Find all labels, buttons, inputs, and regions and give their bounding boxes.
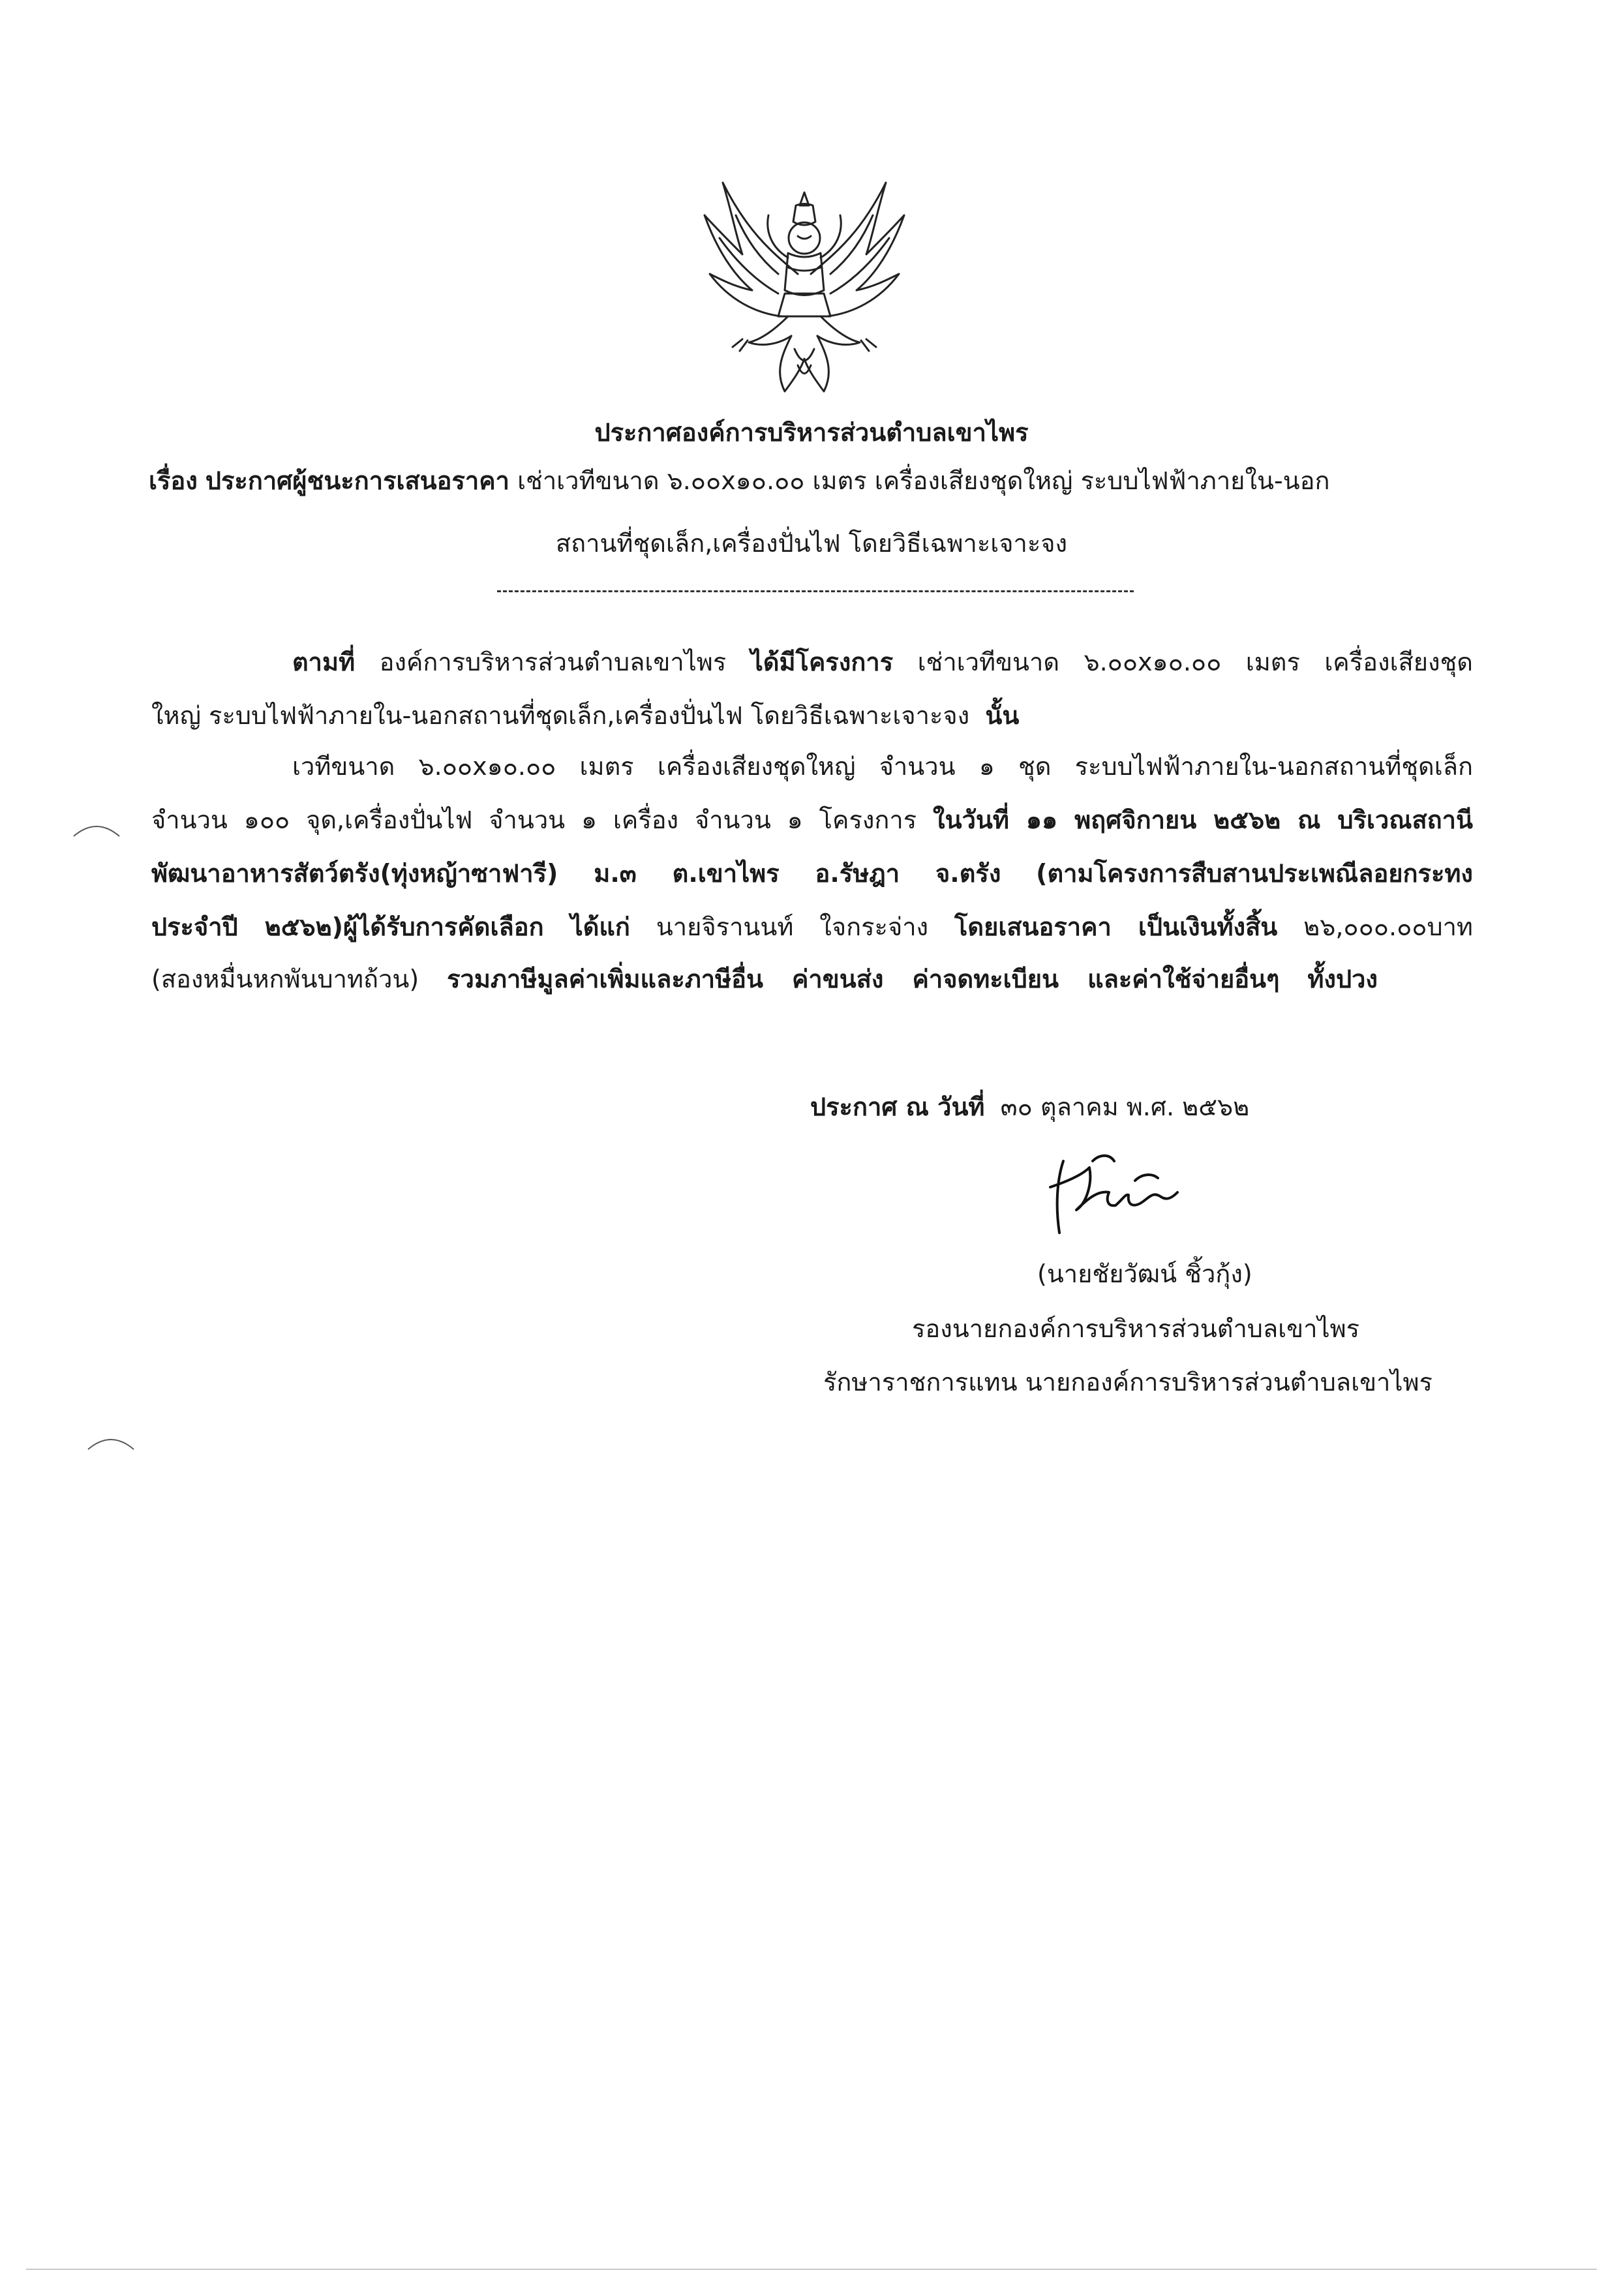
subject-line-2: สถานที่ชุดเล็ก,เครื่องปั่นไฟ โดยวิธีเฉพาะเจาะจง [555,529,1068,558]
paragraph-2-line-4 [151,911,1473,943]
paragraph-2-line-5 [151,963,1378,995]
winner-name: นายจิรานนท์ ใจกระจ่าง [656,913,929,941]
paragraph-1-line-1 [292,646,1473,678]
handwritten-signature [1037,1135,1207,1239]
body-text: จำนวน ๑๐๐ จุด,เครื่องปั่นไฟ จำนวน ๑ เครื่อง จำนวน ๑ โครงการ [151,806,917,834]
body-text: ตามที่ [292,648,356,676]
body-text: องค์การบริหารส่วนตำบลเขาไพร [379,648,727,676]
paragraph-2-line-1 [292,750,1473,783]
announce-label: ประกาศ ณ วันที่ [810,1093,985,1121]
body-text: เวทีขนาด ๖.๐๐x๑๐.๐๐ เมตร เครื่องเสียงชุดใหญ่ จำนวน ๑ ชุด ระบบไฟฟ้าภายใน-นอกสถานที่ชุดเล็ก [292,752,1473,781]
paragraph-2-line-3 [151,857,1473,890]
announce-date: ๓๐ ตุลาคม พ.ศ. ๒๕๖๒ [1000,1093,1250,1121]
punch-hole-mark [70,815,123,841]
amount-in-words: (สองหมื่นหกพันบาทถ้วน) [151,965,419,993]
body-text: ทั้งปวง [1307,965,1378,993]
body-text: โดยเสนอราคา เป็นเงินทั้งสิ้น [954,913,1278,941]
paragraph-1-line-2 [151,699,1019,732]
org-title: ประกาศองค์การบริหารส่วนตำบลเขาไพร [594,418,1029,447]
body-text: ในวันที่ ๑๑ พฤศจิกายน ๒๕๖๒ ณ บริเวณสถานี [933,806,1473,834]
body-text: (ตามโครงการสืบสานประเพณีลอยกระทง [1036,859,1473,888]
announce-date-line [810,1091,1249,1123]
bid-amount: ๒๖,๐๐๐.๐๐บาท [1303,913,1473,941]
subject-text: เช่าเวทีขนาด ๖.๐๐x๑๐.๐๐ เมตร เครื่องเสียงชุดใหญ่ ระบบไฟฟ้าภายใน-นอก [517,466,1330,495]
body-text: ได้มีโครงการ [750,648,894,676]
scan-edge-line [26,2269,1597,2270]
body-text: ประจำปี ๒๕๖๒)ผู้ได้รับการคัดเลือก ได้แก่ [151,913,630,941]
signer-position: รองนายกองค์การบริหารส่วนตำบลเขาไพร [912,1314,1360,1343]
subject-line-1 [149,464,1479,497]
subject-label: เรื่อง [149,466,198,495]
body-text: พัฒนาอาหารสัตว์ตรัง(ทุ่งหญ้าซาฟารี) ม.๓ ต.เขาไพร อ.รัษฎา จ.ตรัง [151,859,1001,888]
garuda-emblem-icon [697,176,912,401]
signer-name: (นายชัยวัฒน์ ชิ้วกุ้ง) [1037,1260,1252,1288]
paragraph-2-line-2 [151,804,1473,836]
separator-dashes [497,590,1134,592]
body-text: นั้น [985,701,1020,730]
punch-hole-mark [85,1428,137,1455]
subject-bold: ประกาศผู้ชนะการเสนอราคา [205,466,509,495]
body-text: เช่าเวทีขนาด ๖.๐๐x๑๐.๐๐ เมตร เครื่องเสียงชุด [917,648,1473,676]
body-text: ใหญ่ ระบบไฟฟ้าภายใน-นอกสถานที่ชุดเล็ก,เครื่องปั่นไฟ โดยวิธีเฉพาะเจาะจง [151,701,970,730]
signer-acting-position: รักษาราชการแทน นายกองค์การบริหารส่วนตำบลเขาไพร [823,1368,1433,1397]
body-text: รวมภาษีมูลค่าเพิ่มและภาษีอื่น ค่าขนส่ง ค่าจดทะเบียน และค่าใช้จ่ายอื่นๆ [447,965,1280,993]
